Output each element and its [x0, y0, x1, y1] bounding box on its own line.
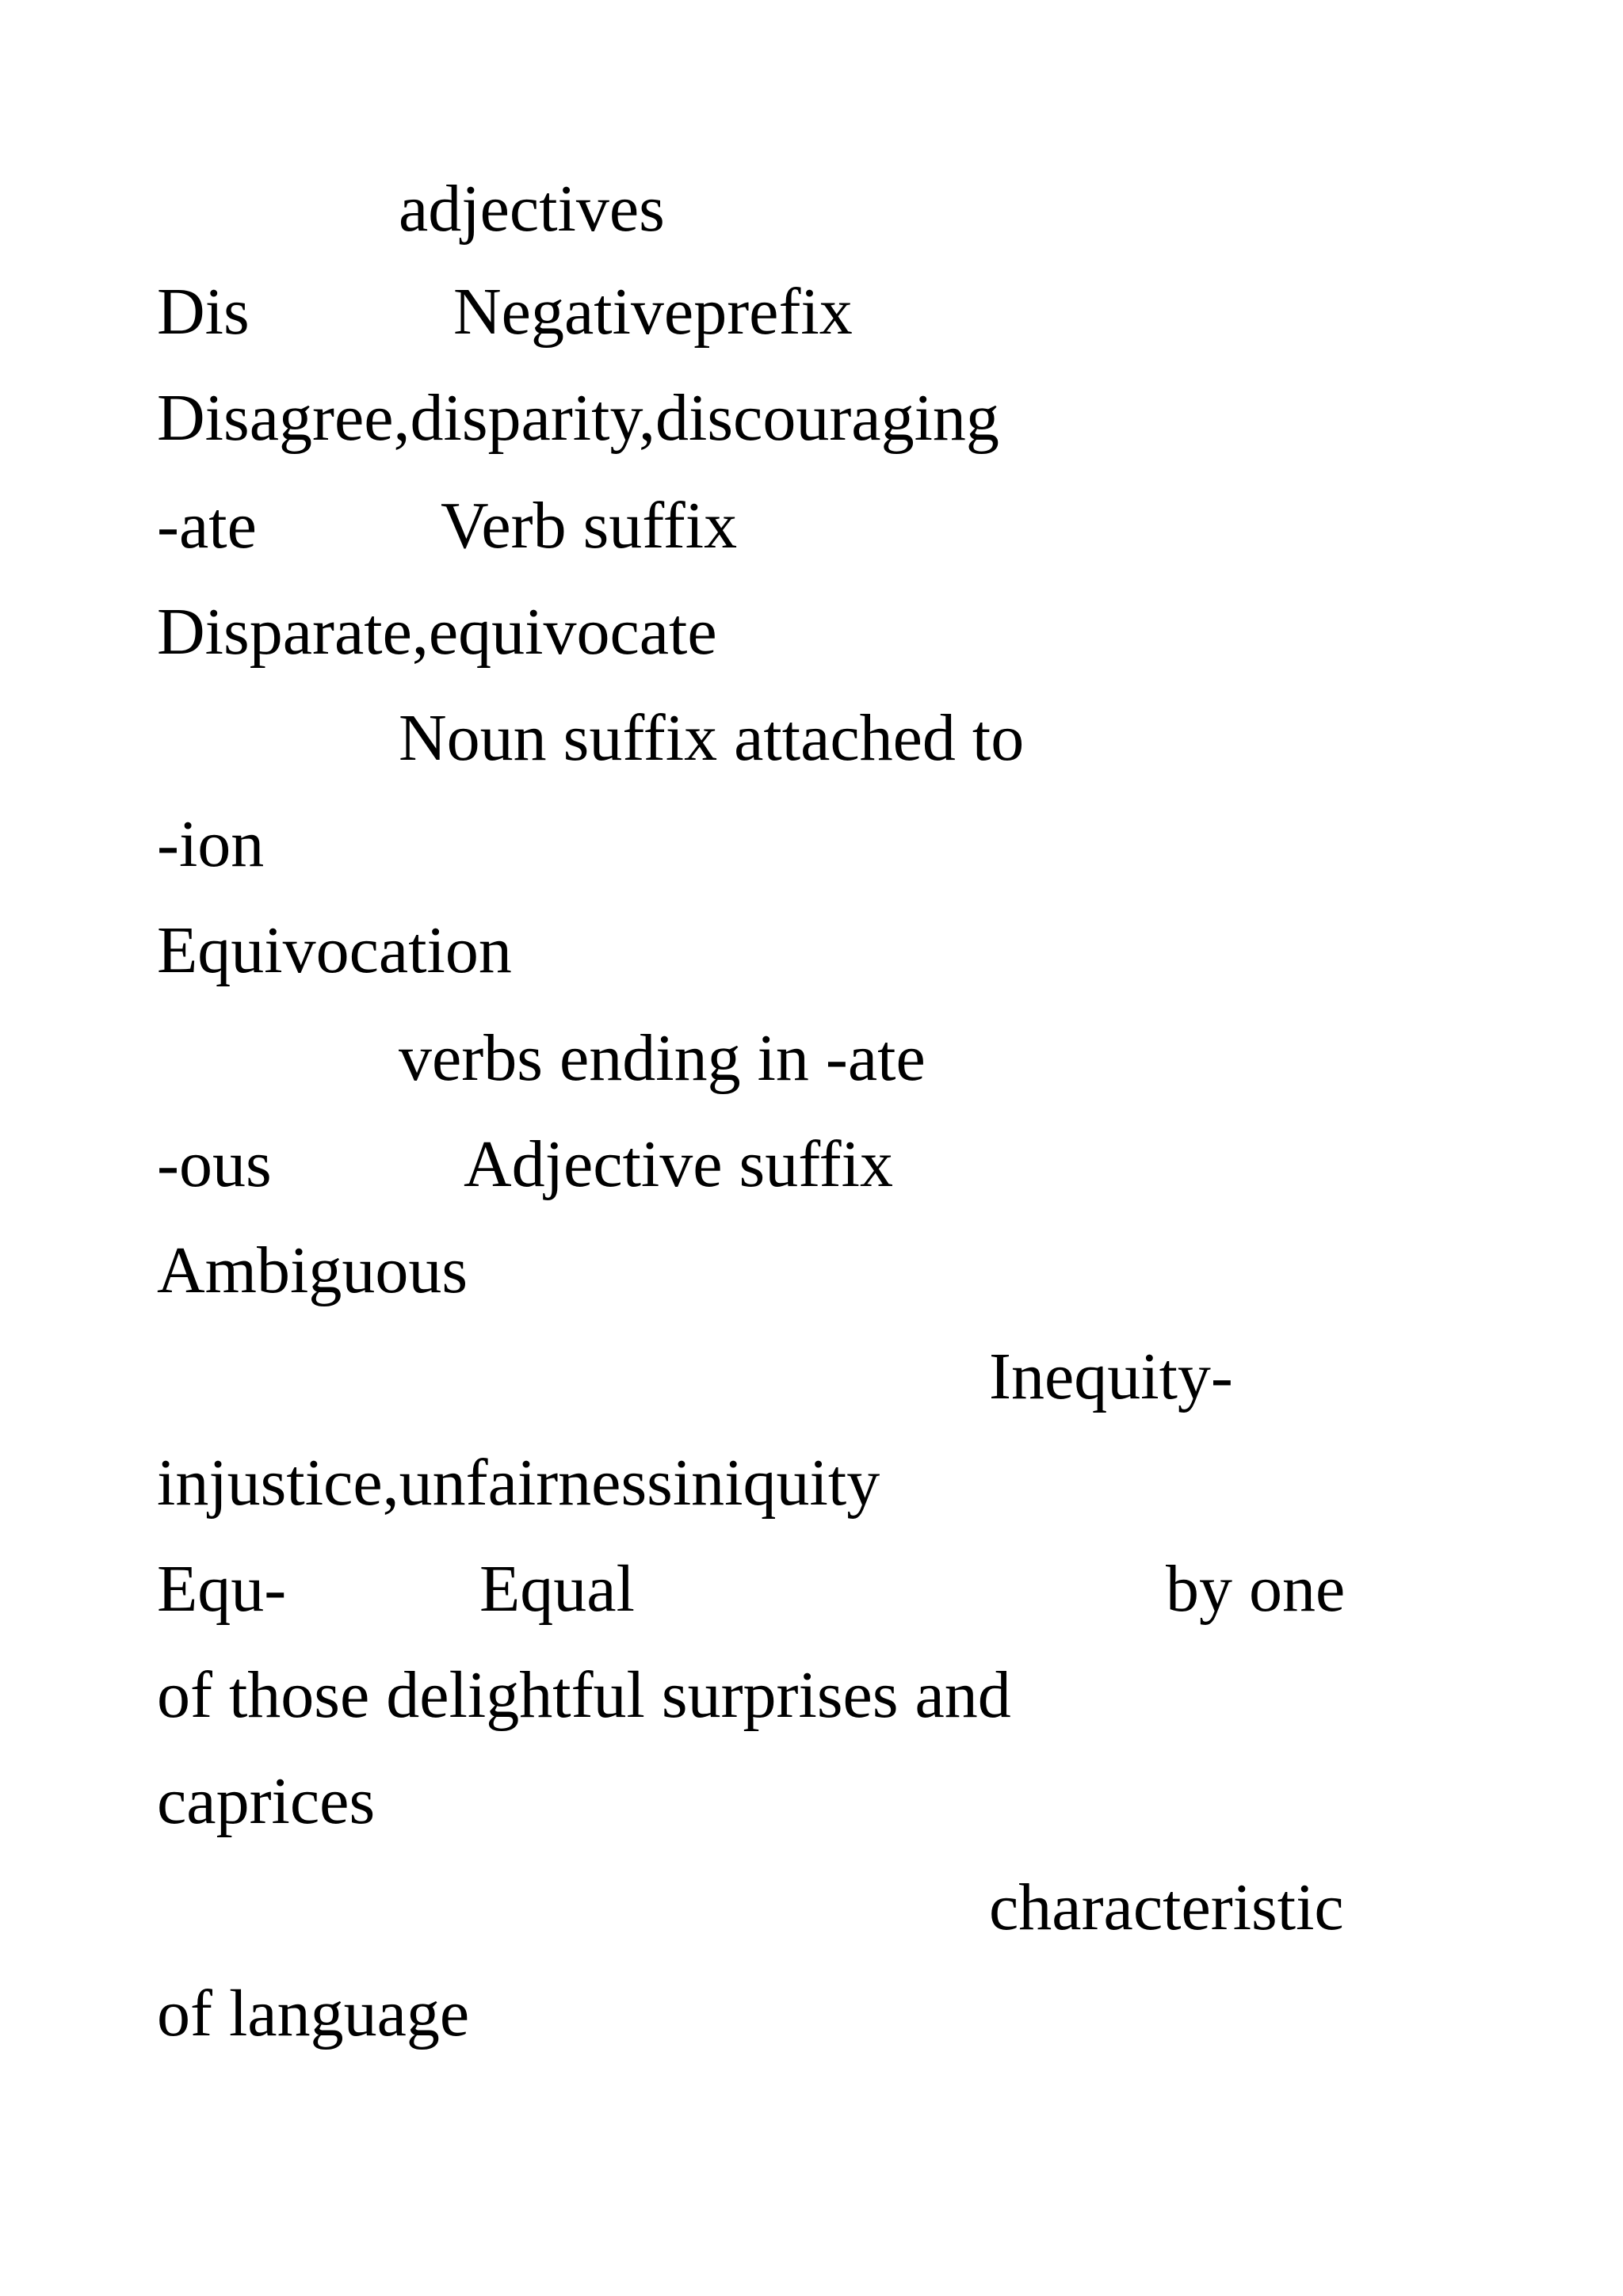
text-line: Equivocation — [157, 913, 512, 987]
text-line: Equ- — [157, 1552, 287, 1626]
text-line: verbs ending in -ate — [399, 1021, 926, 1095]
text-line: Ambiguous — [157, 1234, 468, 1307]
text-line: of language — [157, 1977, 470, 2050]
text-line: Noun suffix attached to — [399, 701, 1025, 775]
text-line: Verb suffix — [441, 489, 738, 563]
text-line: Negativeprefix — [453, 275, 853, 349]
text-line: of those delightful surprises and — [157, 1658, 1011, 1732]
text-line: by one — [1166, 1552, 1346, 1626]
text-line: adjectives — [399, 172, 665, 246]
text-line: Adjective suffix — [464, 1127, 893, 1201]
text-line: Disparate,equivocate — [157, 595, 717, 669]
text-line: Dis — [157, 275, 250, 349]
text-line: injustice,unfairnessiniquity — [157, 1446, 880, 1520]
text-line: Inequity- — [989, 1340, 1233, 1413]
text-line: -ion — [157, 807, 265, 881]
text-line: -ate — [157, 489, 257, 563]
text-line: Disagree,disparity,discouraging — [157, 381, 999, 455]
text-line: -ous — [157, 1127, 272, 1201]
text-line: Equal — [479, 1552, 635, 1626]
text-line: characteristic — [989, 1871, 1344, 1944]
text-line: caprices — [157, 1764, 376, 1838]
